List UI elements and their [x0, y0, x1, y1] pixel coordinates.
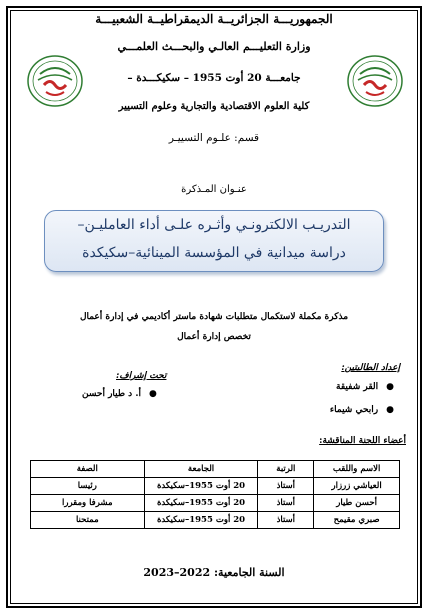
academic-year: السنة الجامعية: 2022–2023: [143, 566, 285, 579]
student-name-text: رابحي شيماء: [329, 405, 379, 415]
jury-rank: أستاذ: [258, 495, 314, 512]
bullet-icon: ●: [148, 389, 157, 399]
jury-table-header: [31, 461, 400, 478]
prepared-by-label: إعداد الطالبتين:: [341, 363, 400, 373]
jury-name: العياشي زرزار: [314, 478, 400, 495]
jury-role: رئيسا: [31, 478, 145, 495]
jury-label: أعضاء اللجنة المناقشة:: [319, 436, 406, 446]
table-row: [31, 495, 400, 512]
jury-role: ممتحنا: [31, 512, 145, 529]
supervision-label: تحت إشراف:: [116, 371, 167, 381]
jury-university: 20 أوت 1955–سكيكدة: [144, 495, 258, 512]
jury-table: [30, 460, 400, 529]
university-logo-icon: [346, 52, 404, 110]
ministry-line: وزارة التعليـــم العالـي والبحـــث العلمـــي: [117, 40, 311, 53]
student-name: [330, 405, 394, 415]
degree-description: مذكرة مكملة لاستكمال متطلبات شهادة ماستر أكاديمي في إدارة أعمال: [79, 312, 349, 322]
student-name: [336, 382, 394, 392]
jury-rank: أستاذ: [258, 478, 314, 495]
memo-title-label: عنـوان المـذكرة: [181, 184, 247, 195]
republic-line: الجمهوريـــة الجزائريــة الديمقراطيــة الشعبيـــة: [95, 12, 333, 26]
table-row: [31, 512, 400, 529]
specialization: تخصص إدارة أعمال: [177, 332, 251, 342]
table-row: [31, 478, 400, 495]
jury-role: مشرفا ومقررا: [31, 495, 145, 512]
jury-university: 20 أوت 1955–سكيكدة: [144, 512, 258, 529]
supervisor-name: [82, 389, 157, 399]
jury-rank: أستاذ: [258, 512, 314, 529]
university-line: جامعـــة 20 أوت 1955 – سكيكـــدة –: [127, 72, 301, 84]
student-name-text: القر شفيقة: [336, 382, 379, 392]
thesis-title-box: [44, 210, 384, 272]
supervisor-name-text: أ. د طيار أحسن: [82, 389, 141, 399]
university-logo-icon: [26, 52, 84, 110]
jury-university: 20 أوت 1955–سكيكدة: [144, 478, 258, 495]
header-name: الاسم واللقب: [314, 461, 400, 478]
department-line: قسم: علـوم التسييـر: [168, 132, 260, 144]
bullet-icon: ●: [386, 405, 394, 415]
faculty-line: كلية العلوم الاقتصادية والتجارية وعلوم التسيير: [118, 101, 310, 112]
thesis-title-line-2: دراسة ميدانية في المؤسسة المينائية–سكيكدة: [82, 245, 346, 261]
header-role: الصفة: [31, 461, 145, 478]
thesis-title-line-1: التدريـب الالكترونـي وأثـره علـى أداء العامليـن–: [77, 217, 351, 233]
bullet-icon: ●: [386, 382, 394, 392]
jury-name: صبري مقيمح: [314, 512, 400, 529]
jury-name: أحسن طيار: [314, 495, 400, 512]
header-university: الجامعة: [144, 461, 258, 478]
header-rank: الرتبة: [258, 461, 314, 478]
